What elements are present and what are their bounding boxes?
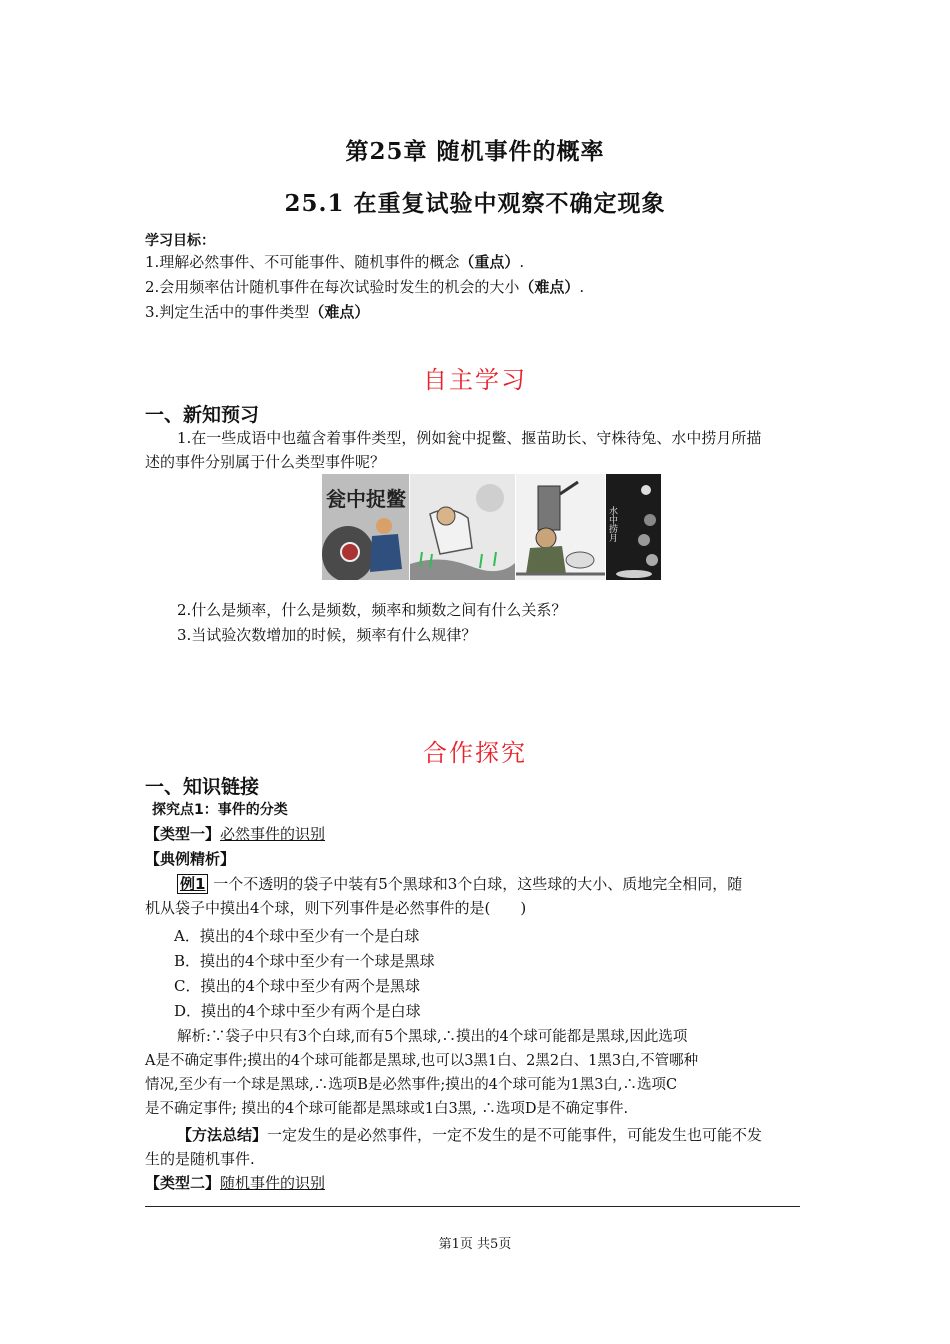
question-2: 2.什么是频率，什么是频数，频率和频数之间有什么关系？: [177, 601, 567, 619]
cooperation-title: 合作探究: [423, 739, 527, 767]
goal-item-3: 3.判定生活中的事件类型（难点）: [145, 303, 370, 321]
idiom-pictures: [322, 474, 662, 580]
picture-catch-turtle: [322, 474, 410, 580]
analysis-line-1: 解析:∵袋子中只有3个白球,而有5个黑球,∴摸出的4个球可能都是黑球,因此选项: [177, 1029, 688, 1045]
picture-moon-water: [606, 474, 662, 580]
goals-heading: 学习目标：: [145, 233, 215, 249]
new-knowledge-heading: 一、新知预习: [145, 404, 260, 426]
analysis: [145, 1025, 805, 1121]
page-number: 第1页 共5页: [438, 1237, 512, 1252]
option-b: B．摸出的4个球中至少有一个球是黑球: [174, 952, 435, 970]
analysis-line-3: 情况,至少有一个球是黑球,∴选项B是必然事件;摸出的4个球可能为1黑3白,∴选项C: [145, 1077, 678, 1093]
example-1: 例1 一个不透明的袋子中装有5个黑球和3个白球，这些球的大小、质地完全相同，随 机从袋子中摸出4个球，则下列事件是必然事件的是( ): [145, 872, 805, 920]
method-summary-line-2: 生的是随机事件.: [145, 1150, 255, 1168]
picture-wait-rabbit: [516, 474, 606, 580]
explore-point-1: 探究点1：事件的分类: [152, 802, 288, 818]
question-3: 3.当试验次数增加的时候，频率有什么规律？: [177, 626, 477, 644]
footer-divider: [145, 1206, 800, 1207]
example-1-line-2: 机从袋子中摸出4个球，则下列事件是必然事件的是( ): [145, 899, 527, 917]
option-a: A．摸出的4个球中至少有一个是白球: [174, 927, 420, 945]
question-1-line-2: 述的事件分别属于什么类型事件呢？: [145, 453, 386, 471]
goal-item-1: 1.理解必然事件、不可能事件、随机事件的概念（重点）.: [145, 253, 525, 271]
question-1: [145, 426, 805, 474]
type-1-heading: 【类型一】必然事件的识别: [145, 825, 326, 843]
picture-catch-turtle-label: 瓮中捉鳖: [326, 487, 406, 511]
picture-moon-water-label: 水中捞月: [606, 506, 617, 542]
chapter-title: 第25章 随机事件的概率: [345, 138, 605, 165]
analysis-line-2: A是不确定事件;摸出的4个球可能都是黑球,也可以3黑1白、2黑2白、1黑3白,不管哪种: [145, 1053, 699, 1069]
self-study-title: 自主学习: [423, 366, 527, 394]
type-2-heading: 【类型二】随机事件的识别: [145, 1174, 326, 1192]
section-title: 25.1 在重复试验中观察不确定现象: [284, 190, 666, 217]
question-1-line-1: 1.在一些成语中也蕴含着事件类型，例如瓮中捉鳖、揠苗助长、守株待兔、水中捞月所描: [177, 429, 762, 447]
analysis-line-4: 是不确定事件; 摸出的4个球可能都是黑球或1白3黑, ∴选项D是不确定事件.: [145, 1101, 629, 1117]
option-d: D．摸出的4个球中至少有两个是白球: [174, 1002, 421, 1020]
example-heading: 【典例精析】: [145, 850, 236, 868]
option-c: C．摸出的4个球中至少有两个是黑球: [174, 977, 421, 995]
picture-pull-seedlings: [410, 474, 516, 580]
goal-item-2: 2.会用频率估计随机事件在每次试验时发生的机会的大小（难点）.: [145, 278, 585, 296]
knowledge-link-heading: 一、知识链接: [145, 776, 260, 798]
method-summary: 【方法总结】一定发生的是必然事件，一定不发生的是不可能事件，可能发生也可能不发 生的是随机事件.: [145, 1123, 805, 1171]
example-1-tag: 例1: [177, 874, 208, 894]
